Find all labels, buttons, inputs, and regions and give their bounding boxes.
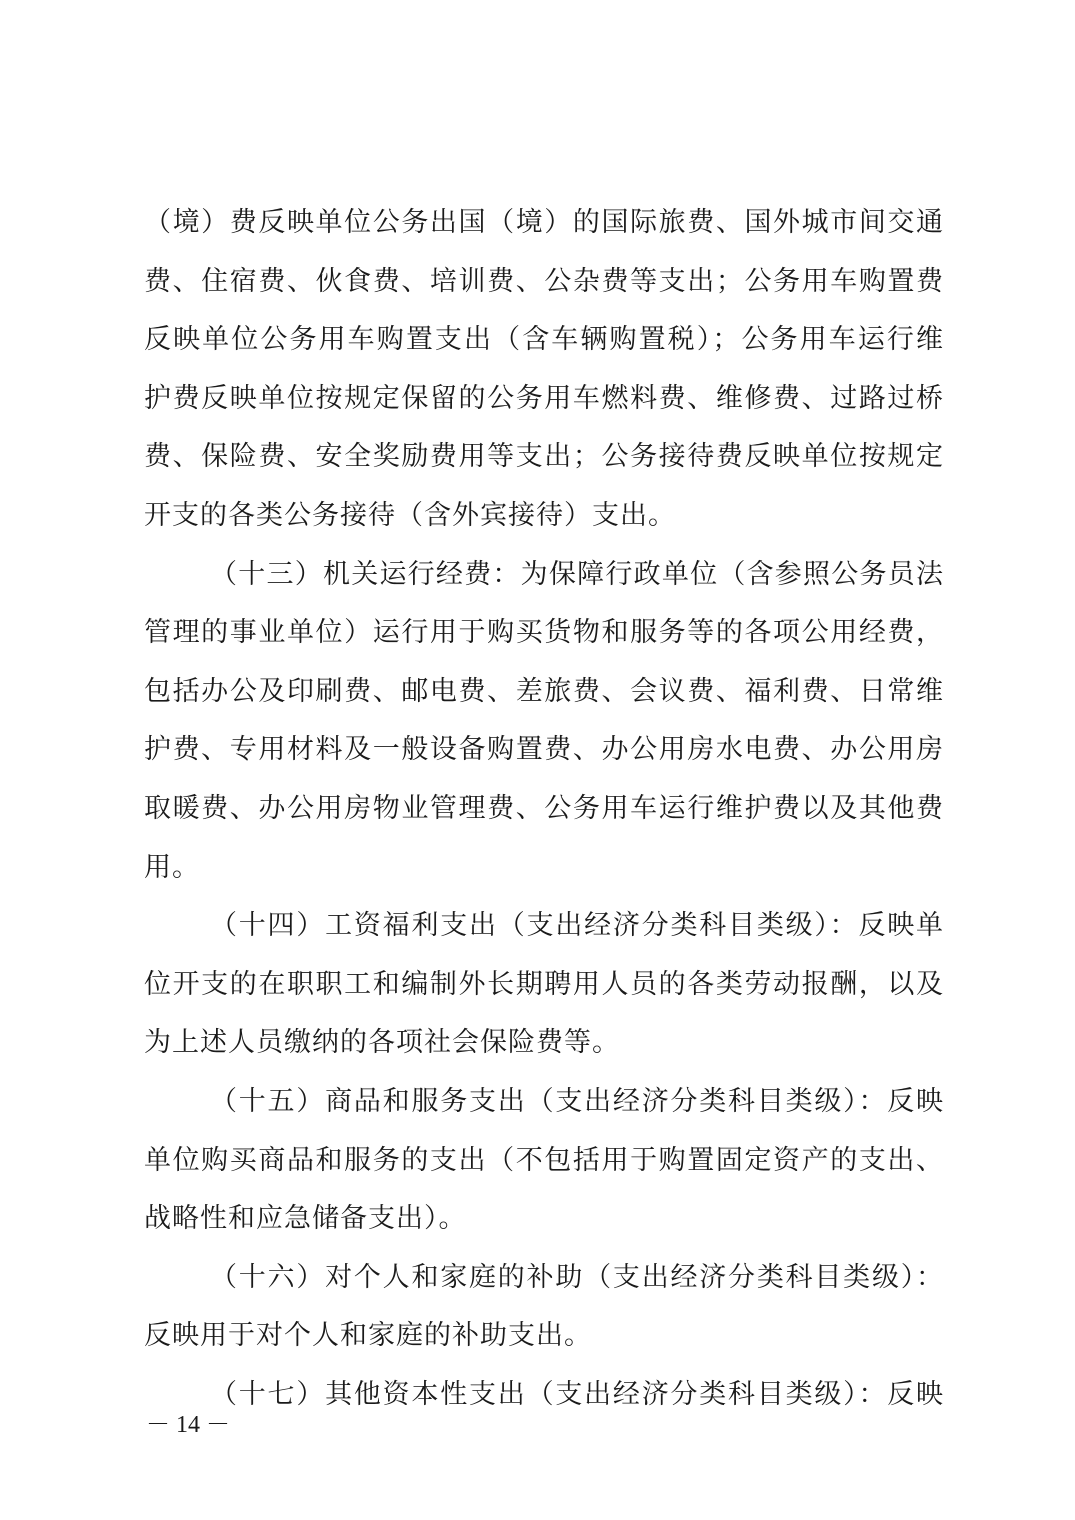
page-number: － 14 － [146,1412,230,1438]
body-text [144,194,944,1424]
text-line-19: （十六）对个人和家庭的补助（支出经济分类科目类级）： [210,1261,944,1293]
text-line-3: 反映单位公务用车购置支出（含车辆购置税）；公务用车运行维 [144,324,944,356]
text-line-21: （十七）其他资本性支出（支出经济分类科目类级）：反映 [210,1378,944,1410]
text-line-10: 护费、专用材料及一般设备购置费、办公用房水电费、办公用房 [144,734,944,766]
text-line-8: 管理的事业单位）运行用于购买货物和服务等的各项公用经费， [144,617,944,649]
text-line-2: 费、住宿费、伙食费、培训费、公杂费等支出；公务用车购置费 [144,265,944,297]
text-line-13: （十四）工资福利支出（支出经济分类科目类级）：反映单 [210,910,944,942]
text-line-9: 包括办公及印刷费、邮电费、差旅费、会议费、福利费、日常维 [144,675,944,707]
text-line-7: （十三）机关运行经费：为保障行政单位（含参照公务员法 [210,558,944,590]
text-line-1: （境）费反映单位公务出国（境）的国际旅费、国外城市间交通 [144,207,944,238]
text-line-11: 取暖费、办公用房物业管理费、公务用车运行维护费以及其他费 [144,792,944,824]
text-line-4: 护费反映单位按规定保留的公务用车燃料费、维修费、过路过桥 [144,382,944,414]
text-line-12: 用。 [144,851,200,883]
text-line-18: 战略性和应急储备支出）。 [144,1203,467,1235]
text-line-14: 位开支的在职职工和编制外长期聘用人员的各类劳动报酬，以及 [144,968,944,1000]
text-line-15: 为上述人员缴纳的各项社会保险费等。 [144,1027,620,1059]
text-line-5: 费、保险费、安全奖励费用等支出；公务接待费反映单位按规定 [144,441,944,473]
text-line-16: （十五）商品和服务支出（支出经济分类科目类级）：反映 [210,1085,944,1117]
text-line-20: 反映用于对个人和家庭的补助支出。 [144,1320,592,1352]
text-line-6: 开支的各类公务接待（含外宾接待）支出。 [144,499,676,531]
text-line-17: 单位购买商品和服务的支出（不包括用于购置固定资产的支出、 [144,1144,944,1176]
